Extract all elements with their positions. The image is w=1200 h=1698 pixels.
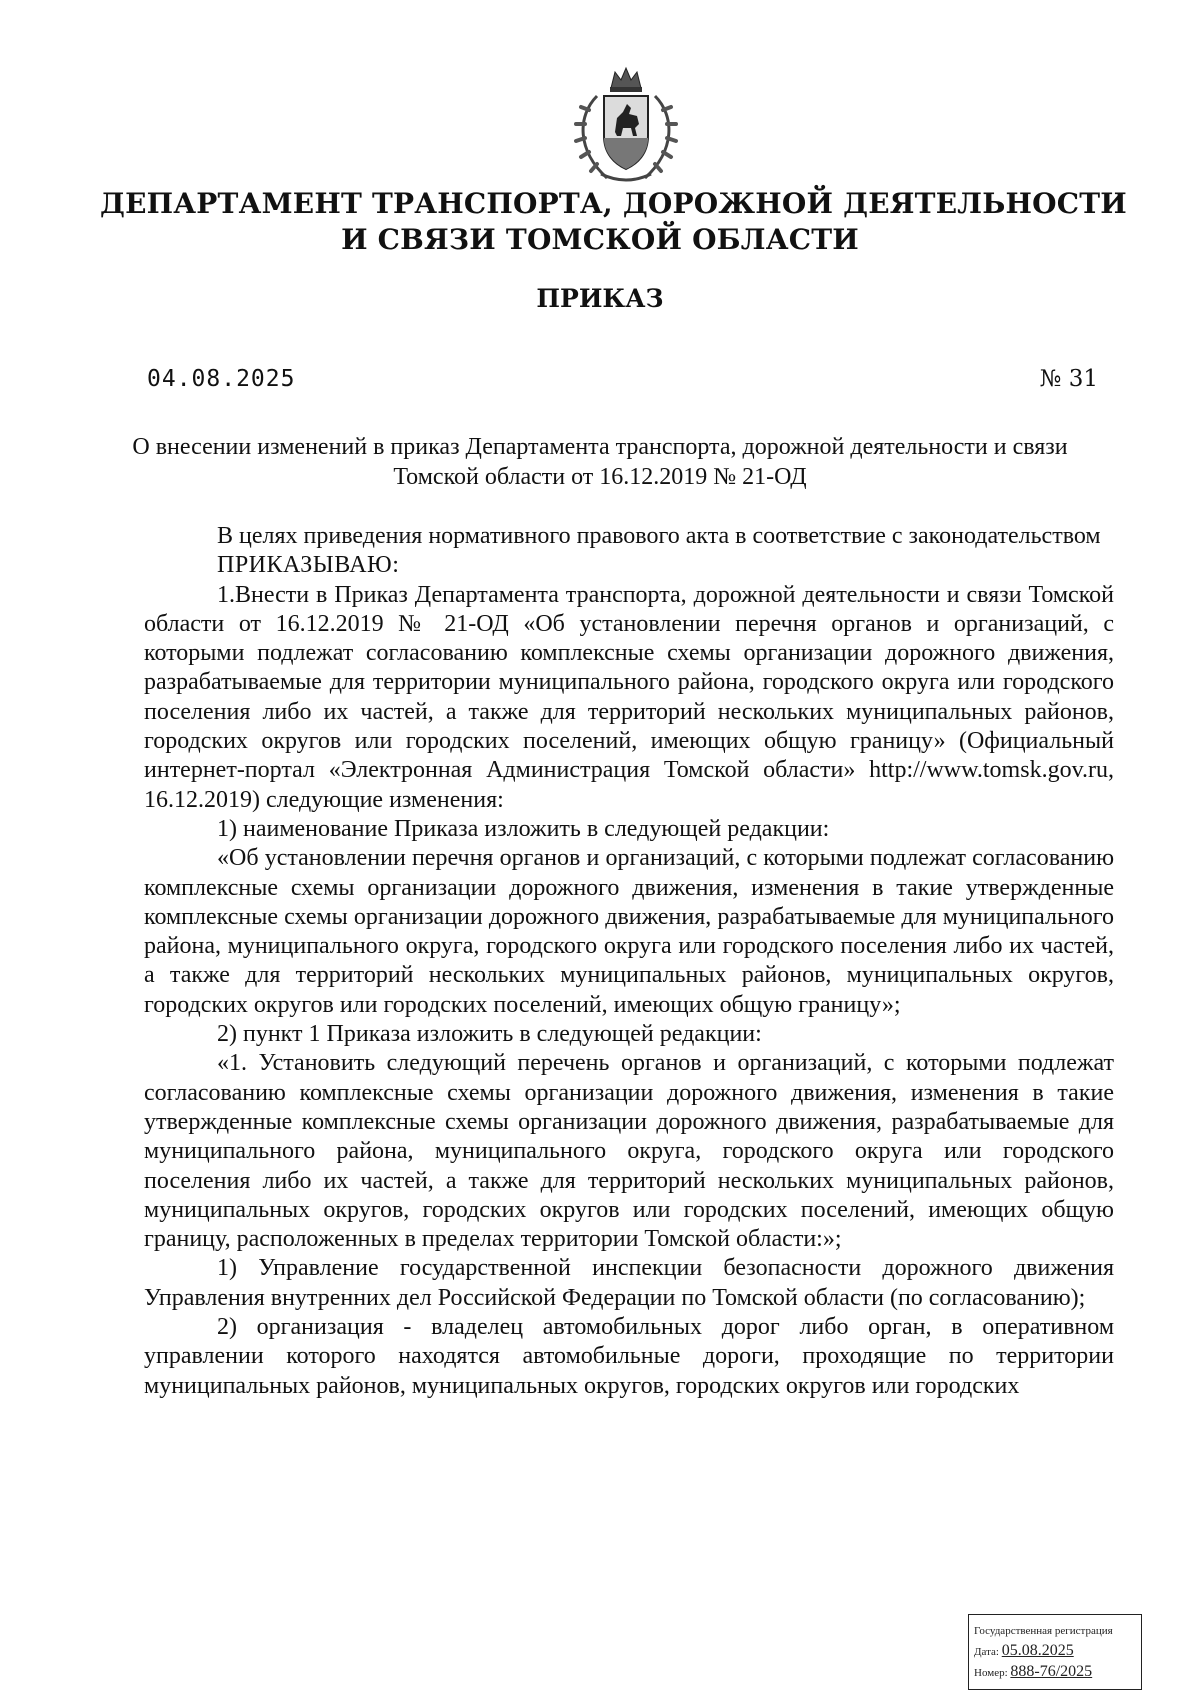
registration-stamp: [968, 1614, 1142, 1690]
document-date: 04.08.2025: [147, 366, 296, 392]
list-item-2-paragraph: 2) организация - владелец автомобильных дорог либо орган, в оперативном управлении которого находятся автомобильные дороги, проходящие по территории муниципальных районов, муниципальных округов, городских округов или городских: [144, 1314, 1114, 1399]
document-type-title: ПРИКАЗ: [536, 284, 664, 313]
registration-title: Государственная регистрация: [974, 1625, 1113, 1637]
document-number: № 31: [1039, 366, 1098, 392]
registration-date-row: [974, 1641, 1136, 1662]
clause-1-paragraph: 1.Внести в Приказ Департамента транспорта, дорожной деятельности и связи Томской области от 16.12.2019 № 21-ОД «Об установлении перечня органов и организаций, с которыми подлежат согласованию комплексные схемы организации дорожного движения, разрабатываемые для территории муниципального района, городского округа или городского поселения либо их частей, а также для территорий нескольких муниципальных районов, городских округов или городских поселений, имеющих общую границу» (Официальный интернет-портал «Электронная Администрация Томской области» http://www.tomsk.gov.ru, 16.12.2019) следующие изменения:: [144, 581, 1114, 813]
subclause-1-paragraph: 1) наименование Приказа изложить в следующей редакции:: [217, 815, 830, 842]
registration-number-row: [974, 1662, 1136, 1683]
department-name: [100, 186, 1127, 258]
coat-of-arms-icon: [567, 66, 685, 188]
subclause-2-paragraph: 2) пункт 1 Приказа изложить в следующей редакции:: [217, 1021, 762, 1048]
registration-number-label: Номер:: [974, 1667, 1008, 1679]
document-body: [144, 522, 1114, 1401]
new-clause-1-paragraph: «1. Установить следующий перечень органов и организаций, с которыми подлежат согласованию комплексные схемы организации дорожного движения, изменения в такие утвержденные комплексные схемы организации дорожного движения, разрабатываемые для муниципального района, муниципального округа, городского округа или городского поселения либо их частей, а также для территорий нескольких муниципальных районов, муниципальных округов, городских округов или городских поселений, имеющих общую границу, расположенных в пределах территории Томской области:»;: [144, 1050, 1114, 1253]
department-name-line1: ДЕПАРТАМЕНТ ТРАНСПОРТА, ДОРОЖНОЙ ДЕЯТЕЛЬНОСТИ: [100, 187, 1127, 220]
new-title-paragraph: «Об установлении перечня органов и организаций, с которыми подлежат согласованию комплексные схемы организации дорожного движения, изменения в такие утвержденные комплексные схемы организации дорожного движения, разрабатываемые для муниципального района, муниципального округа, городского округа или городского поселения либо их частей, а также для территорий нескольких муниципальных районов, муниципальных округов, городских округов или городских поселений, имеющих общую границу»;: [144, 845, 1114, 1018]
registration-date-label: Дата:: [974, 1646, 999, 1658]
subject-line1: О внесении изменений в приказ Департамента транспорта, дорожной деятельности и связи: [132, 434, 1068, 460]
subject-line2: Томской области от 16.12.2019 № 21-ОД: [393, 464, 807, 490]
list-item-1-paragraph: 1) Управление государственной инспекции безопасности дорожного движения Управления внутренних дел Российской Федерации по Томской области (по согласованию);: [144, 1255, 1114, 1311]
registration-date-value: 05.08.2025: [1001, 1642, 1074, 1659]
registration-number-value: 888-76/2025: [1010, 1663, 1093, 1680]
preamble-paragraph: В целях приведения нормативного правового акта в соответствие с законодательством: [217, 523, 1101, 549]
document-subject: [80, 432, 1120, 492]
order-directive: ПРИКАЗЫВАЮ:: [217, 552, 400, 579]
department-name-line2: И СВЯЗИ ТОМСКОЙ ОБЛАСТИ: [341, 223, 859, 256]
